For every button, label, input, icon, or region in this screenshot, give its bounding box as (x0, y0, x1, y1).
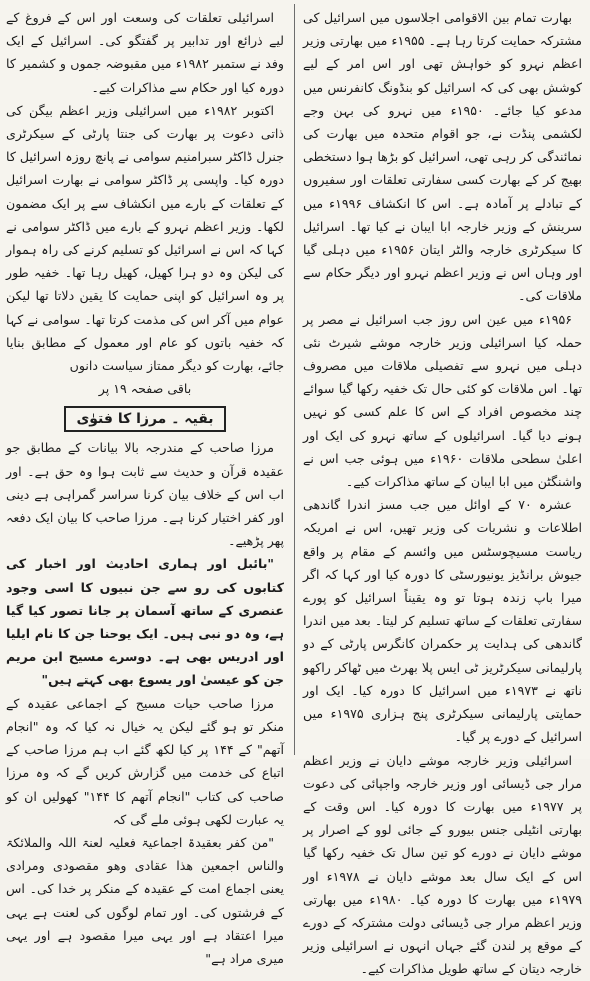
paragraph: اکتوبر ۱۹۸۲ء میں اسرائیلی وزیر اعظم بیگن کی ذاتی دعوت پر بھارت کی جنتا پارٹی کے سیکرٹری جنرل ڈاکٹر سبرامنیم سوامی نے پانچ روزہ اسرائیل کا دورہ کیا۔ واپسی پر ڈاکٹر سوامی نے بھارت اسرائیل کے تعلقات کے بارے میں انکشاف سے پر ایک مضمون لکھا۔ وزیر اعظم نہرو کے بارے میں ڈاکٹر سوامی نے کہا کہ اس نے اسرائیل کو تسلیم کرنے کی راہ ہموار کی لیکن وہ دو ہرا کھیل، کھیل رہا تھا۔ خفیہ طور پر وہ اسرائیل کو اپنی حمایت کا یقین دلاتا تھا لیکن عوام میں آکر اس کی مذمت کرتا تھا۔ سوامی نے کہا کہ خفیہ باتوں کو عام اور معمول کے مطابق بنایا جائے، بھارت کو دیگر ممتاز سیاست دانوں (6, 102, 284, 374)
column-divider (294, 4, 295, 755)
paragraph: بھارت تمام بین الاقوامی اجلاسوں میں اسرائیل کی مشترکہ حمایت کرتا رہا ہے۔ ۱۹۵۵ء میں بھارتی وزیر اعظم نہرو کو خواہش تھی اور اس امر کے لیے کوشش بھی کی کہ اسرائیل کو بنڈونگ کانفرنس میں مدعو کیا جائے۔ ۱۹۵۰ء میں نہرو کی بہن وجے لکشمی پنڈت نے، جو اقوام متحدہ میں بھارت کی نمائندگی کر رہی تھی، اسرائیل کو بڑھا ہوا دستخطی بھیج کر کے بھارت کسی سفارتی تعلقات اور سفیروں کے تبادلے پر آمادہ ہے۔ اس کا انکشاف ۱۹۹۶ء میں سرینش کے وزیر خارجہ ابا ایبان نے کیا تھا۔ اسرائیل کا سیکرٹری خارجہ والٹر ایتان ۱۹۵۶ء میں دہلی گیا اور وہاں اس نے وزیر اعظم نہرو اور دیگر حکام سے ملاقات کی۔ (303, 10, 583, 304)
paragraph: مرزا صاحب کے مندرجہ بالا بیانات کے مطابق جو عقیدہ قرآن و حدیث سے ثابت ہوا وہ حق ہے۔ اور اب اس کے خلاف بیان کرنا سراسر گمراہی ہے دینی اور کفر اختیار کرنا ہے۔ مرزا صاحب کا بیان ایک دفعہ پھر پڑھیے۔ (6, 440, 284, 549)
paragraph: اسرائیلی وزیر خارجہ موشے دایان نے وزیر اعظم مرار جی ڈیسائی اور وزیر خارجہ واجپائی کی دعوت پر ۱۹۷۷ء میں بھارت کا دورہ کیا۔ اس وقت کے بھارتی انٹیلی جنس بیورو کے جائی لوو کے اصرار پر موشے دایان نے دورے کو تین سال تک خفیہ رکھا گیا اس کے ایک سال بعد موشے دایان نے ۱۹۷۸ء اور ۱۹۷۹ء میں بھارت کا دورہ کیا۔ ۱۹۸۰ء میں بھارتی وزیر اعظم مرار جی ڈیسائی دولت مشترکہ کے دورے کے موقع پر لندن گئے جہاں انہوں نے اسرائیلی وزیر خارجہ دیتان کے ساتھ طویل مذاکرات کیے۔ (303, 752, 583, 977)
left-column (6, 6, 284, 966)
paragraph: عشرہ ۷۰ کے اوائل میں جب مسز اندرا گاندھی اطلاعات و نشریات کی وزیر تھیں، اس نے امریکہ ریاست مسیچوسٹس میں وائسم کے مقام پر واقع جیوش برانڈیز یونیورسٹی کا دورہ کیا اور کہا کہ اگر میرا باپ زندہ ہوتا تو وہ یقیناً اسرائیل کو پورے سفارتی تعلقات کے ساتھ تسلیم کر لیتا۔ بعد میں اندرا گاندھی کی ہدایت پر حکمران کانگرس پارٹی کے دو پارلیمانی سیکرٹریز ٹی ایس پلا بھرٹ میں ٹھاکر راکھو ناتھ نے ۱۹۷۳ء میں اسرائیل کا دورہ کیا۔ ایک اور حمایتی پارلیمانی سیکرٹری پنج ہزاری ۱۹۷۵ء میں اسرائیل کے دورے پر گیا۔ (303, 497, 582, 745)
section-heading-box: بقیہ ۔ مرزا کا فتوٰی (64, 406, 226, 432)
quote-paragraph: "من کفر بعقیدۃ اجماعیۃ فعلیہ لعنۃ اللہ والملائکۃ والناس اجمعین ھذا عقادی وھو مقصودی ومرادی یعنی اجماع امت کے عقیدہ کے منکر پر خدا کی۔ اس کے فرشتوں کی۔ اور تمام لوگوں کی لعنت ہے یہی میرا اعتقاد ہے اور یہی میرا مقصود ہے اور یہی میری مراد ہے" (6, 834, 284, 966)
paragraph: مرزا صاحب حیات مسیح کے اجماعی عقیدہ کے منکر تو ہو گئے لیکن یہ خیال نہ کیا کہ وہ "انجام آتھم" کے ۱۴۴ پر کیا لکھ گئے اب ہم مرزا صاحب کے اتباع کی خدمت میں گزارش کریں گے کہ وہ مرزا صاحب کی کتاب "انجام آتھم کا ۱۴۴" کھولیں ان کو یہ عبارت لکھی ہوئی ملے گی کہ (6, 695, 284, 827)
quote-paragraph: "بائبل اور ہماری احادیث اور اخبار کی کتابوں کی رو سے جن نبیوں کا اسی وجود عنصری کے ساتھ آسمان پر جانا تصور کیا گیا ہے، وہ دو نبی ہیں۔ ایک یوحنا جن کا نام ایلیا اور ادریس بھی ہے۔ دوسرے مسیح ابن مریم جن کو عیسیٰ اور یسوع بھی کہتے ہیں" (6, 556, 284, 688)
paragraph: اسرائیلی تعلقات کی وسعت اور اس کے فروغ کے لیے ذرائع اور تدابیر پر گفتگو کی۔ اسرائیل کے ایک وفد نے ستمبر ۱۹۸۲ء میں مقبوضہ جموں و کشمیر کا دورہ کیا اور حکام سے مذاکرات کیے۔ (6, 10, 284, 95)
paragraph: ۱۹۵۶ء میں عین اس روز جب اسرائیل نے مصر پر حملہ کیا اسرائیلی وزیر خارجہ موشے شیرٹ نئی دہلی میں نہرو سے تفصیلی ملاقات میں مصروف تھا۔ اس ملاقات کو کئی حال تک خفیہ رکھا گیا سوائے چند مخصوص افراد کے اس کا علم کسی کو نہیں ہونے دیا گیا۔ اسرائیلوں کے ساتھ نہرو کی ایک اور اعلیٰ سطحی ملاقات ۱۹۶۰ء میں ہوئی جب اس نے واشنگٹن میں ابا ایبان کے ساتھ مذاکرات کیے۔ (303, 311, 582, 490)
right-column (303, 6, 583, 977)
continued-note: باقی صفحہ ۱۹ پر (98, 381, 192, 397)
